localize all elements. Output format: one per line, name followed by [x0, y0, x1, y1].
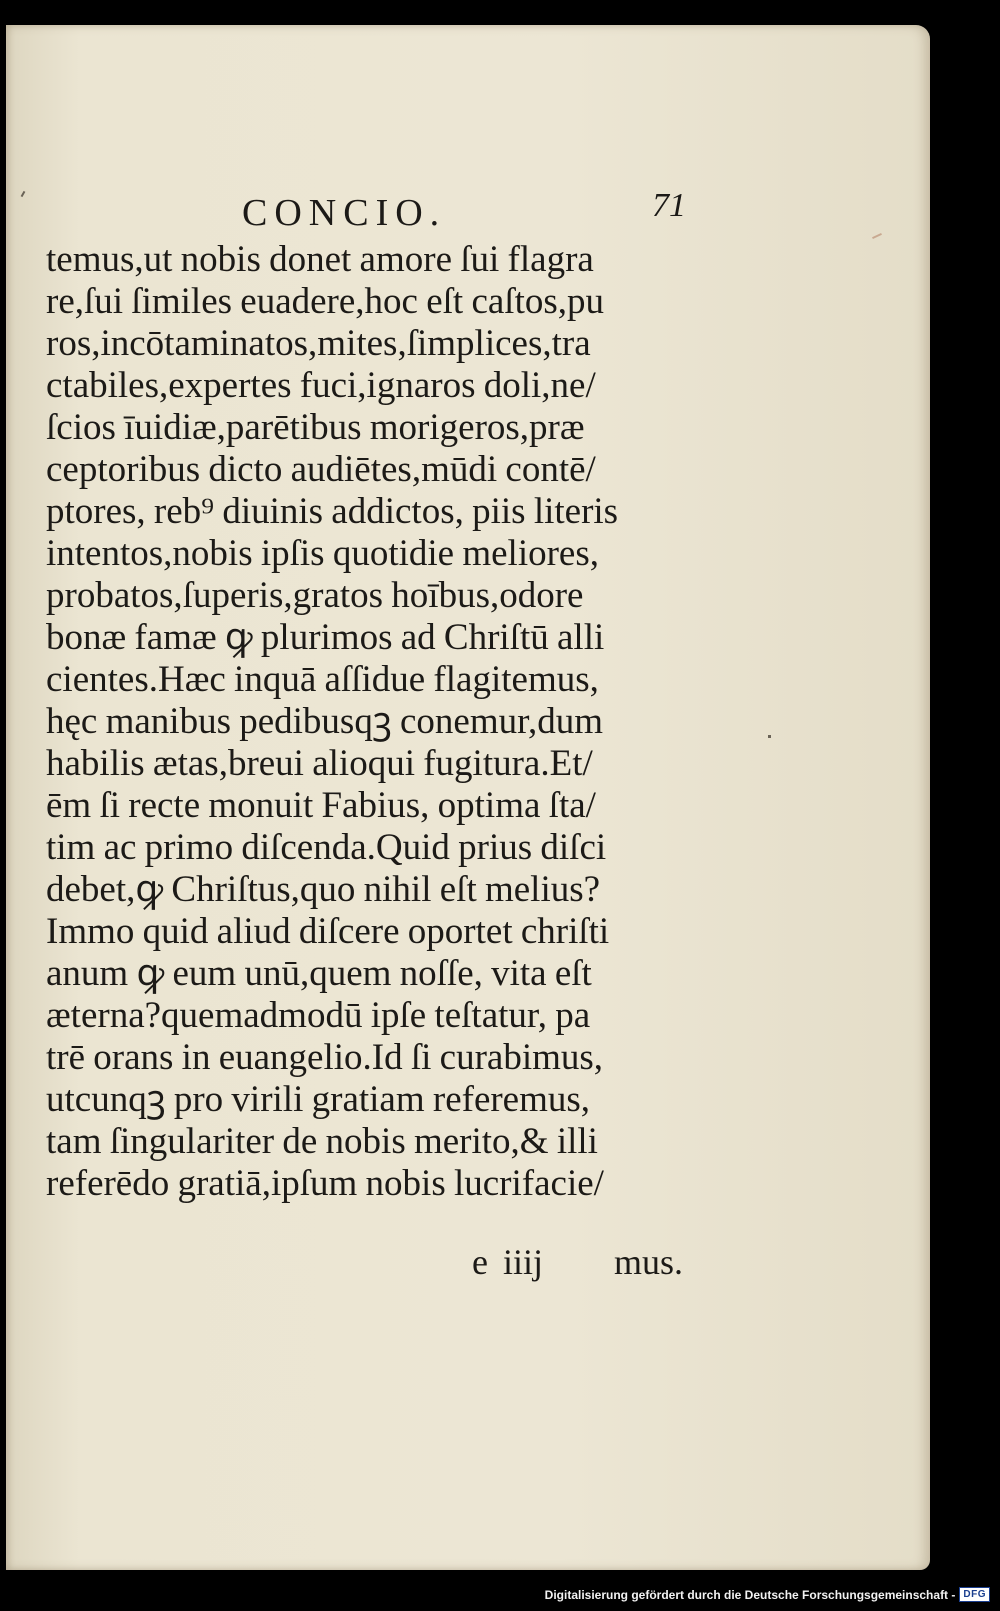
text-line: referēdo gratiā,ipſum nobis lucrifacie/	[46, 1163, 604, 1204]
text-line: utcunqꝫ pro virili gratiam referemus,	[46, 1079, 591, 1120]
text-line: anum ꝙ eum unū,quem noſſe, vita eſt	[46, 953, 592, 994]
text-line: ctabiles,expertes fuci,ignaros doli,ne/	[46, 365, 596, 406]
margin-speck	[872, 233, 882, 239]
text-line: debet,ꝙ Chriſtus,quo nihil eſt melius?	[46, 869, 601, 910]
text-line: probatos,ſuperis,gratos hoībus,odore	[46, 575, 584, 616]
text-line: ſcios īuidiæ,parētibus morigeros,præ	[46, 407, 585, 448]
body-text	[46, 239, 706, 1205]
text-line: Immo quid aliud diſcere oportet chriſti	[46, 911, 610, 952]
margin-speck	[768, 735, 771, 738]
text-line: ceptoribus dicto audiētes,mūdi contē/	[46, 449, 596, 490]
footer-bar	[0, 1571, 1000, 1611]
margin-speck	[21, 191, 26, 197]
catchword: mus.	[614, 1242, 684, 1282]
text-line: hęc manibus pedibusqꝫ conemur,dum	[46, 701, 603, 742]
book-page	[6, 25, 930, 1570]
text-line: cientes.Hæc inquā aſſidue flagitemus,	[46, 659, 599, 700]
text-line: tim ac primo diſcenda.Quid prius diſci	[46, 827, 607, 868]
running-head: CONCIO.	[242, 192, 447, 234]
signature-mark: e iiij	[472, 1242, 543, 1282]
credit-text: Digitalisierung gefördert durch die Deutsche Forschungsgemeinschaft -	[544, 1587, 956, 1602]
text-line: re,ſui ſimiles euadere,hoc eſt caſtos,pu	[46, 281, 604, 322]
text-line: æterna?quemadmodū ipſe teſtatur, pa	[46, 995, 591, 1036]
digitization-credit	[545, 1587, 990, 1602]
text-line: ptores, reb⁹ diuinis addictos, piis literis	[46, 491, 619, 532]
text-line: habilis ætas,breui alioqui fugitura.Et/	[46, 743, 593, 784]
text-line: temus,ut nobis donet amore ſui flagra	[46, 239, 594, 280]
text-line: intentos,nobis ipſis quotidie meliores,	[46, 533, 599, 574]
folio-number: 71	[652, 187, 686, 224]
text-line: bonæ famæ ꝙ plurimos ad Chriſtū alli	[46, 617, 605, 658]
text-line: ros,incōtaminatos,mites,ſimplices,tra	[46, 323, 591, 364]
text-line: trē orans in euangelio.Id ſi curabimus,	[46, 1037, 604, 1078]
text-line: ēm ſi recte monuit Fabius, optima ſta/	[46, 785, 596, 826]
page-header	[46, 187, 706, 235]
text-line: tam ſingulariter de nobis merito,& illi	[46, 1121, 598, 1162]
dfg-logo-icon: DFG	[959, 1587, 990, 1602]
